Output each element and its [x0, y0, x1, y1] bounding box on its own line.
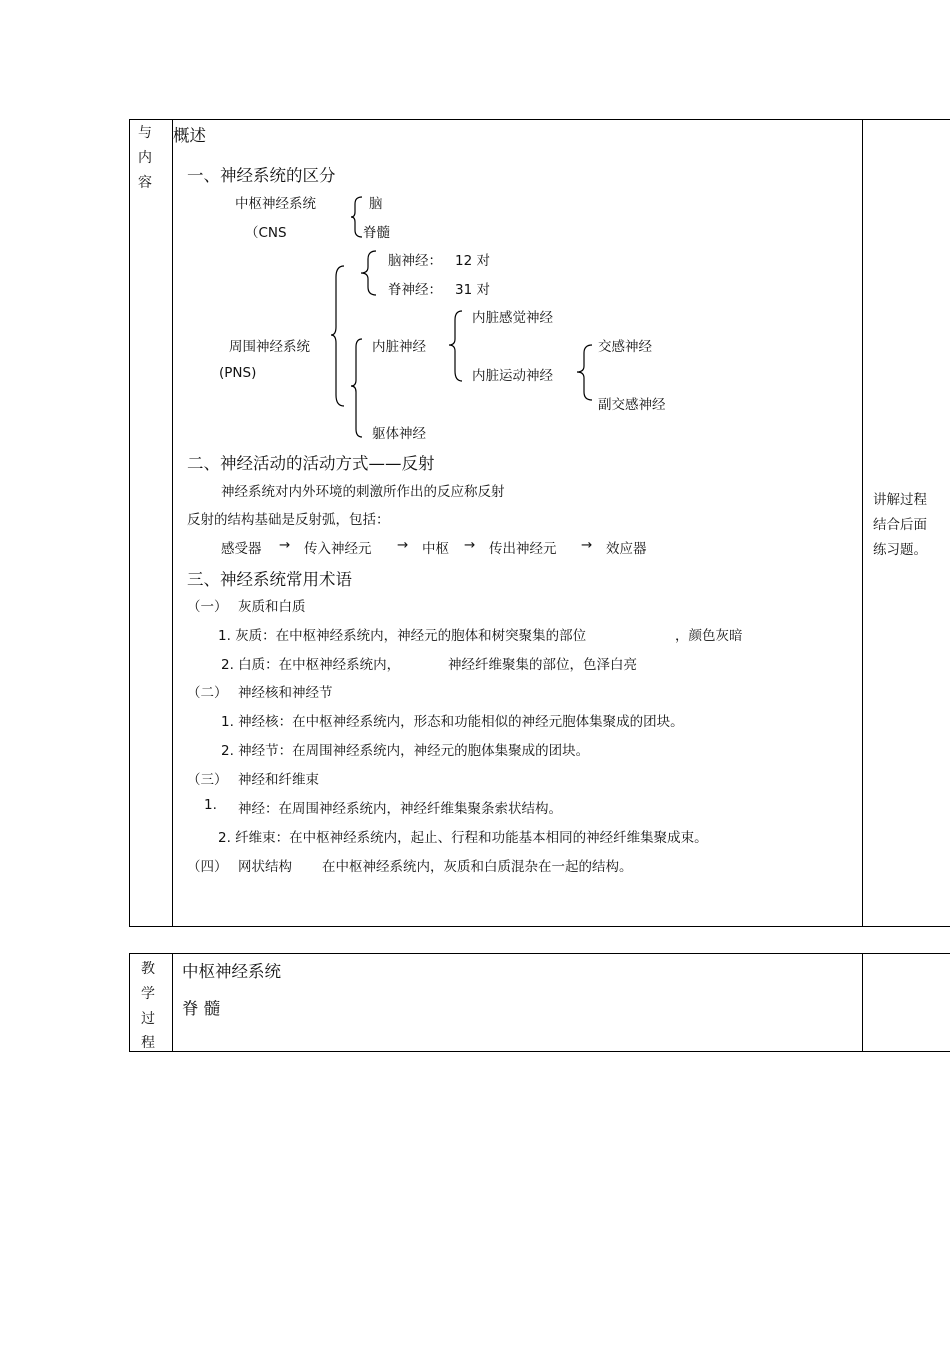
- arc-efferent-neuron: 传出神经元: [489, 541, 557, 557]
- table2-col-divider-2: [862, 953, 863, 1052]
- sub4-title: 网状结构: [238, 859, 292, 875]
- pns-label: 周围神经系统: [229, 339, 310, 355]
- visceral-sensory-label: 内脏感觉神经: [472, 310, 553, 326]
- arc-arrow: →: [581, 537, 593, 553]
- brain-nerve-count: 12 对: [455, 253, 490, 269]
- parasympathetic-label: 副交感神经: [598, 397, 666, 413]
- table2-left-border: [129, 953, 130, 1052]
- sub2-title: 神经核和神经节: [238, 685, 333, 701]
- fiber-tract-item: 2. 纤维束：在中枢神经系统内，起止、行程和功能基本相同的神经纤维集聚成束。: [218, 830, 708, 846]
- cns-label: 中枢神经系统: [235, 196, 316, 212]
- visceral-somatic-brace: [350, 338, 364, 438]
- sub3-number: （三）: [187, 772, 228, 788]
- sub2-number: （二）: [187, 685, 228, 701]
- table1-top-border: [129, 119, 950, 120]
- visceral-brace: [448, 310, 464, 382]
- table1-col-divider-2: [862, 119, 863, 927]
- sub1-number: （一）: [187, 599, 228, 615]
- arc-center: 中枢: [422, 541, 449, 557]
- section3-title: 三、神经系统常用术语: [187, 570, 352, 589]
- cns-item-spinal-cord: 脊髓: [363, 225, 390, 241]
- somatic-nerve-label: 躯体神经: [372, 426, 426, 442]
- table1-left-border: [129, 119, 130, 927]
- arc-arrow: →: [279, 537, 291, 553]
- arc-arrow: →: [397, 537, 409, 553]
- left-label-char: 与: [138, 125, 152, 141]
- spinal-nerve-label: 脊神经：: [388, 282, 442, 298]
- gray-matter-item: 1. 灰质：在中枢神经系统内，神经元的胞体和树突聚集的部位: [218, 628, 587, 644]
- side-note-line: 结合后面: [873, 517, 927, 533]
- visceral-nerve-label: 内脏神经: [372, 339, 426, 355]
- left-label-char: 程: [141, 1035, 155, 1051]
- spinal-nerve-count: 31 对: [455, 282, 490, 298]
- sub4-number: （四）: [187, 859, 228, 875]
- sub3-title: 神经和纤维束: [238, 772, 319, 788]
- side-note-line: 讲解过程: [873, 492, 927, 508]
- table2-col-divider-1: [172, 953, 173, 1052]
- pns-abbr: (PNS): [219, 365, 257, 381]
- visceral-motor-label: 内脏运动神经: [472, 368, 553, 384]
- cranial-spinal-brace: [360, 250, 378, 296]
- section1-title: 一、神经系统的区分: [187, 166, 336, 185]
- left-label-char: 教: [141, 961, 155, 977]
- table2-top-border: [129, 953, 950, 954]
- white-matter-tail: 神经纤维聚集的部位，色泽白亮: [448, 657, 637, 673]
- table2-bottom-border: [129, 1051, 950, 1052]
- arc-effector: 效应器: [606, 541, 647, 557]
- sympathetic-label: 交感神经: [598, 339, 652, 355]
- nucleus-item: 1. 神经核：在中枢神经系统内，形态和功能相似的神经元胞体集聚成的团块。: [221, 714, 684, 730]
- nerve-item-number: 1.: [204, 797, 217, 813]
- white-matter-item: 2. 白质：在中枢神经系统内，: [221, 657, 401, 673]
- overview-heading: 概述: [173, 126, 206, 145]
- arc-afferent-neuron: 传入神经元: [304, 541, 372, 557]
- nerve-item: 神经：在周围神经系统内，神经纤维集聚条索状结构。: [238, 801, 562, 817]
- brain-nerve-label: 脑神经：: [388, 253, 442, 269]
- reflex-arc-intro: 反射的结构基础是反射弧，包括：: [187, 512, 390, 528]
- table1-col-divider-1: [172, 119, 173, 927]
- side-note-line: 练习题。: [873, 542, 927, 558]
- reflex-definition: 神经系统对内外环境的刺激所作出的反应称反射: [221, 484, 505, 500]
- table1-bottom-border: [129, 926, 950, 927]
- cns-item-brain: 脑: [369, 196, 383, 212]
- sub1-title: 灰质和白质: [238, 599, 306, 615]
- gray-matter-tail: ，颜色灰暗: [675, 628, 743, 644]
- section2-title: 二、神经活动的活动方式——反射: [187, 454, 435, 473]
- left-label-char: 内: [138, 150, 152, 166]
- cns-abbr: （CNS: [245, 225, 287, 241]
- cns-brace: [350, 196, 364, 238]
- left-label-char: 容: [138, 175, 152, 191]
- arc-arrow: →: [464, 537, 476, 553]
- left-label-char: 学: [141, 986, 155, 1002]
- autonomic-brace: [576, 344, 594, 402]
- arc-receptor: 感受器: [221, 541, 262, 557]
- reticular-item: 在中枢神经系统内，灰质和白质混杂在一起的结构。: [322, 859, 633, 875]
- table2-subtitle: 脊 髓: [182, 999, 221, 1018]
- left-label-char: 过: [141, 1011, 155, 1027]
- table2-title: 中枢神经系统: [182, 962, 281, 981]
- ganglion-item: 2. 神经节：在周围神经系统内，神经元的胞体集聚成的团块。: [221, 743, 590, 759]
- pns-big-brace: [330, 265, 346, 407]
